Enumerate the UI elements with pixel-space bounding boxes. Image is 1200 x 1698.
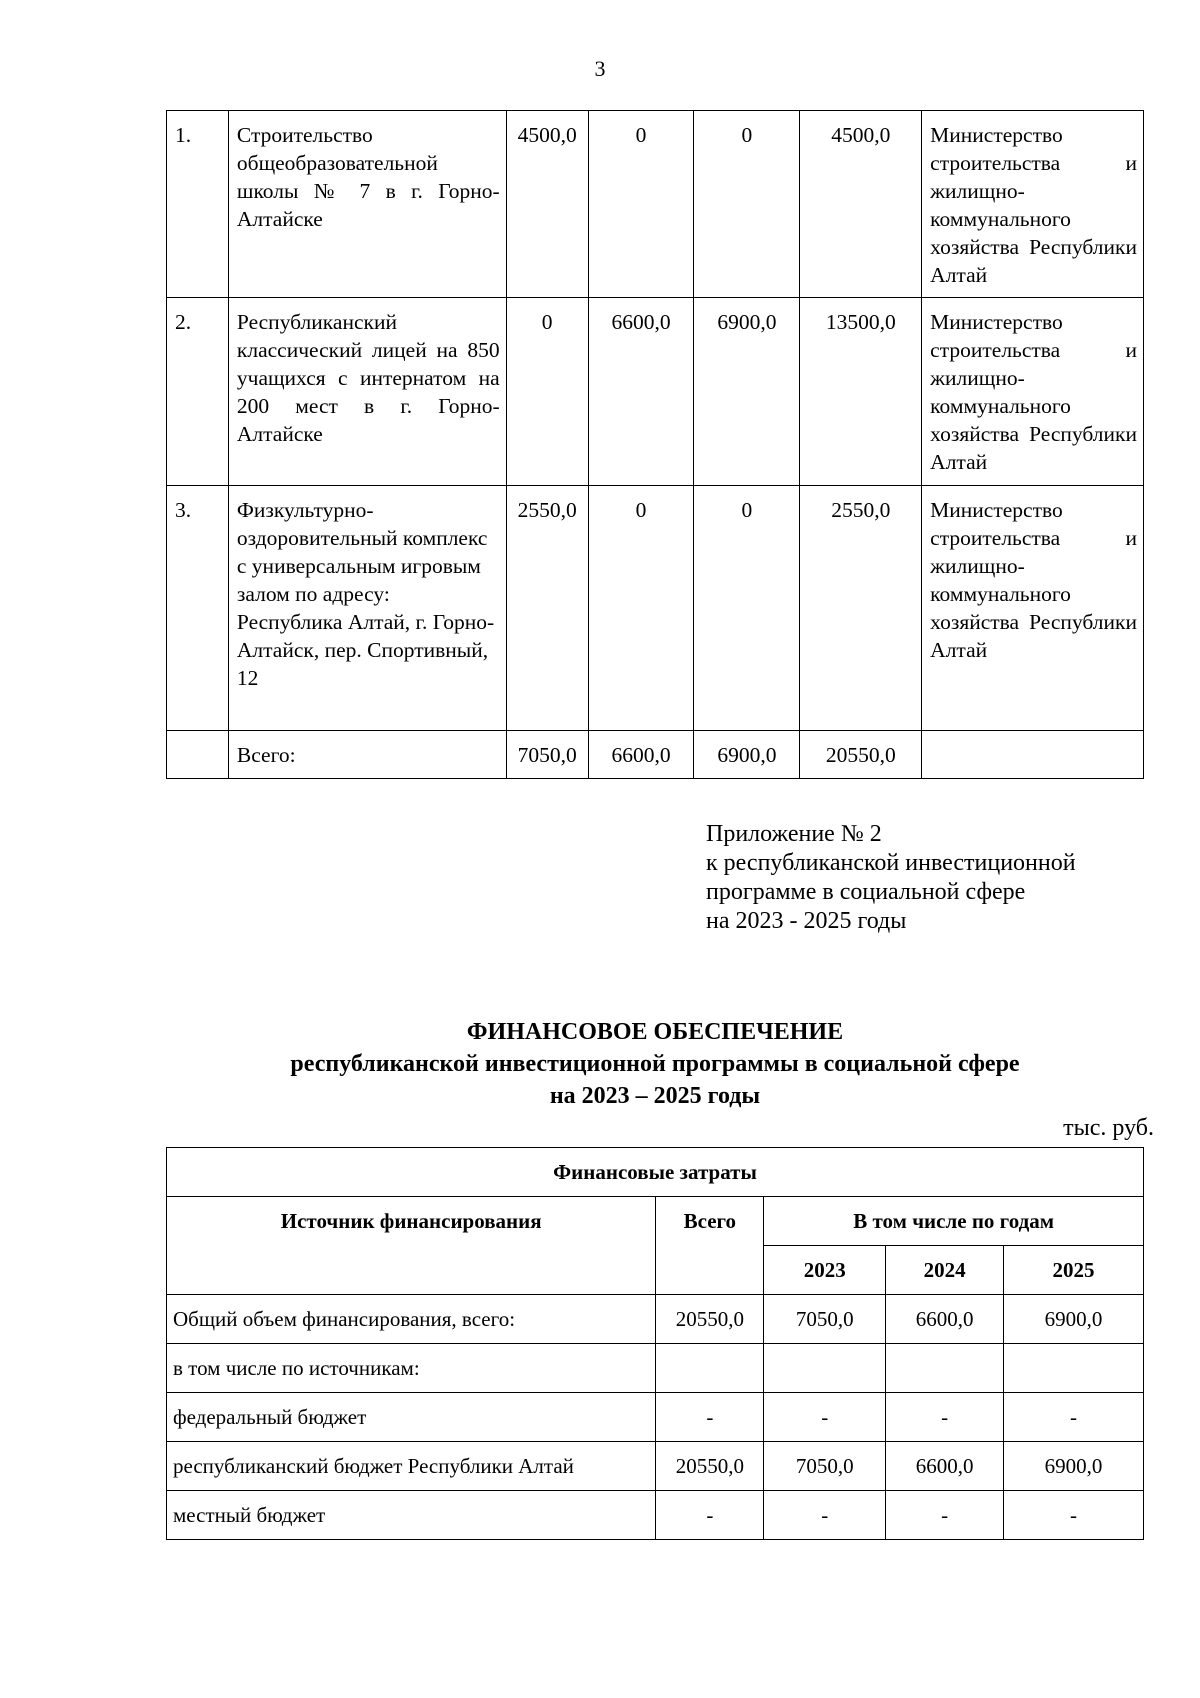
total-2025: 6900,0 bbox=[694, 731, 800, 779]
value-2023: 4500,0 bbox=[506, 111, 588, 298]
row-number: 1. bbox=[167, 111, 229, 298]
source-2023: 7050,0 bbox=[764, 1442, 886, 1491]
source-2023 bbox=[764, 1344, 886, 1393]
table-row bbox=[167, 111, 1144, 298]
total-row bbox=[167, 731, 1144, 779]
source-2024: 6600,0 bbox=[886, 1295, 1004, 1344]
table-row bbox=[167, 1295, 1144, 1344]
object-name: Строительство общеобразовательной школы № 7 в г. Горно-Алтайске bbox=[228, 111, 506, 298]
appendix-line-1: Приложение № 2 bbox=[706, 821, 882, 847]
executor: Министерство строительства и жилищно-коммунального хозяйства Республики Алтай bbox=[922, 486, 1144, 731]
value-2025: 6900,0 bbox=[694, 298, 800, 486]
total-all: 20550,0 bbox=[800, 731, 922, 779]
header-source: Источник финансирования bbox=[167, 1197, 656, 1295]
total-label: Всего: bbox=[228, 731, 506, 779]
appendix-line-4: на 2023 - 2025 годы bbox=[706, 908, 907, 934]
header-year-2024: 2024 bbox=[886, 1246, 1004, 1295]
header-total: Всего bbox=[656, 1197, 764, 1295]
total-executor bbox=[922, 731, 1144, 779]
source-2025: 6900,0 bbox=[1004, 1295, 1144, 1344]
table-row bbox=[167, 1344, 1144, 1393]
value-2023: 2550,0 bbox=[506, 486, 588, 731]
source-total: 20550,0 bbox=[656, 1442, 764, 1491]
title-line-1: ФИНАНСОВОЕ ОБЕСПЕЧЕНИЕ bbox=[466, 1019, 844, 1045]
value-total: 2550,0 bbox=[800, 486, 922, 731]
source-label: местный бюджет bbox=[167, 1491, 656, 1540]
source-2025: 6900,0 bbox=[1004, 1442, 1144, 1491]
object-name: Физкультурно-оздоровительный комплекс с универсальным игровым залом по адресу: Республика Алтай, г. Горно-Алтайск, пер. Спортивный, 12 bbox=[228, 486, 506, 731]
row-number: 2. bbox=[167, 298, 229, 486]
source-2024: - bbox=[886, 1491, 1004, 1540]
table-row bbox=[167, 1393, 1144, 1442]
source-label: республиканский бюджет Республики Алтай bbox=[167, 1442, 656, 1491]
header-by-years: В том числе по годам bbox=[764, 1197, 1144, 1246]
executor: Министерство строительства и жилищно-коммунального хозяйства Республики Алтай bbox=[922, 111, 1144, 298]
value-2024: 0 bbox=[588, 111, 694, 298]
source-total: - bbox=[656, 1393, 764, 1442]
value-total: 4500,0 bbox=[800, 111, 922, 298]
appendix-line-2: к республиканской инвестиционной bbox=[706, 850, 1076, 876]
source-2024 bbox=[886, 1344, 1004, 1393]
value-2025: 0 bbox=[694, 111, 800, 298]
finance-table bbox=[166, 1147, 1144, 1540]
source-label: Общий объем финансирования, всего: bbox=[167, 1295, 656, 1344]
source-2025: - bbox=[1004, 1393, 1144, 1442]
units-label: тыс. руб. bbox=[1063, 1115, 1154, 1141]
title-line-3: на 2023 – 2025 годы bbox=[549, 1083, 761, 1109]
table-row bbox=[167, 486, 1144, 731]
page-number: 3 bbox=[594, 56, 606, 81]
table-row bbox=[167, 1442, 1144, 1491]
source-label: в том числе по источникам: bbox=[167, 1344, 656, 1393]
executor: Министерство строительства и жилищно-коммунального хозяйства Республики Алтай bbox=[922, 298, 1144, 486]
source-total: - bbox=[656, 1491, 764, 1540]
header-year-2023: 2023 bbox=[764, 1246, 886, 1295]
header-year-2025: 2025 bbox=[1004, 1246, 1144, 1295]
document-title bbox=[166, 1016, 1144, 1112]
appendix-line-3: программе в социальной сфере bbox=[706, 879, 1026, 905]
source-2024: - bbox=[886, 1393, 1004, 1442]
row-number: 3. bbox=[167, 486, 229, 731]
header-financial-costs: Финансовые затраты bbox=[167, 1148, 1144, 1197]
table-row bbox=[167, 1491, 1144, 1540]
table-row bbox=[167, 298, 1144, 486]
source-2025: - bbox=[1004, 1491, 1144, 1540]
object-name: Республиканский классический лицей на 850 учащихся с интернатом на 200 мест в г. Горно-Алтайске bbox=[228, 298, 506, 486]
total-2024: 6600,0 bbox=[588, 731, 694, 779]
appendix-header bbox=[706, 820, 1156, 936]
source-2023: - bbox=[764, 1393, 886, 1442]
source-2024: 6600,0 bbox=[886, 1442, 1004, 1491]
value-2023: 0 bbox=[506, 298, 588, 486]
value-total: 13500,0 bbox=[800, 298, 922, 486]
total-row-number bbox=[167, 731, 229, 779]
source-total: 20550,0 bbox=[656, 1295, 764, 1344]
value-2025: 0 bbox=[694, 486, 800, 731]
source-2023: - bbox=[764, 1491, 886, 1540]
total-2023: 7050,0 bbox=[506, 731, 588, 779]
source-2023: 7050,0 bbox=[764, 1295, 886, 1344]
value-2024: 0 bbox=[588, 486, 694, 731]
value-2024: 6600,0 bbox=[588, 298, 694, 486]
title-line-2: республиканской инвестиционной программы в социальной сфере bbox=[290, 1051, 1020, 1077]
source-total bbox=[656, 1344, 764, 1393]
objects-table bbox=[166, 110, 1144, 779]
source-label: федеральный бюджет bbox=[167, 1393, 656, 1442]
source-2025 bbox=[1004, 1344, 1144, 1393]
